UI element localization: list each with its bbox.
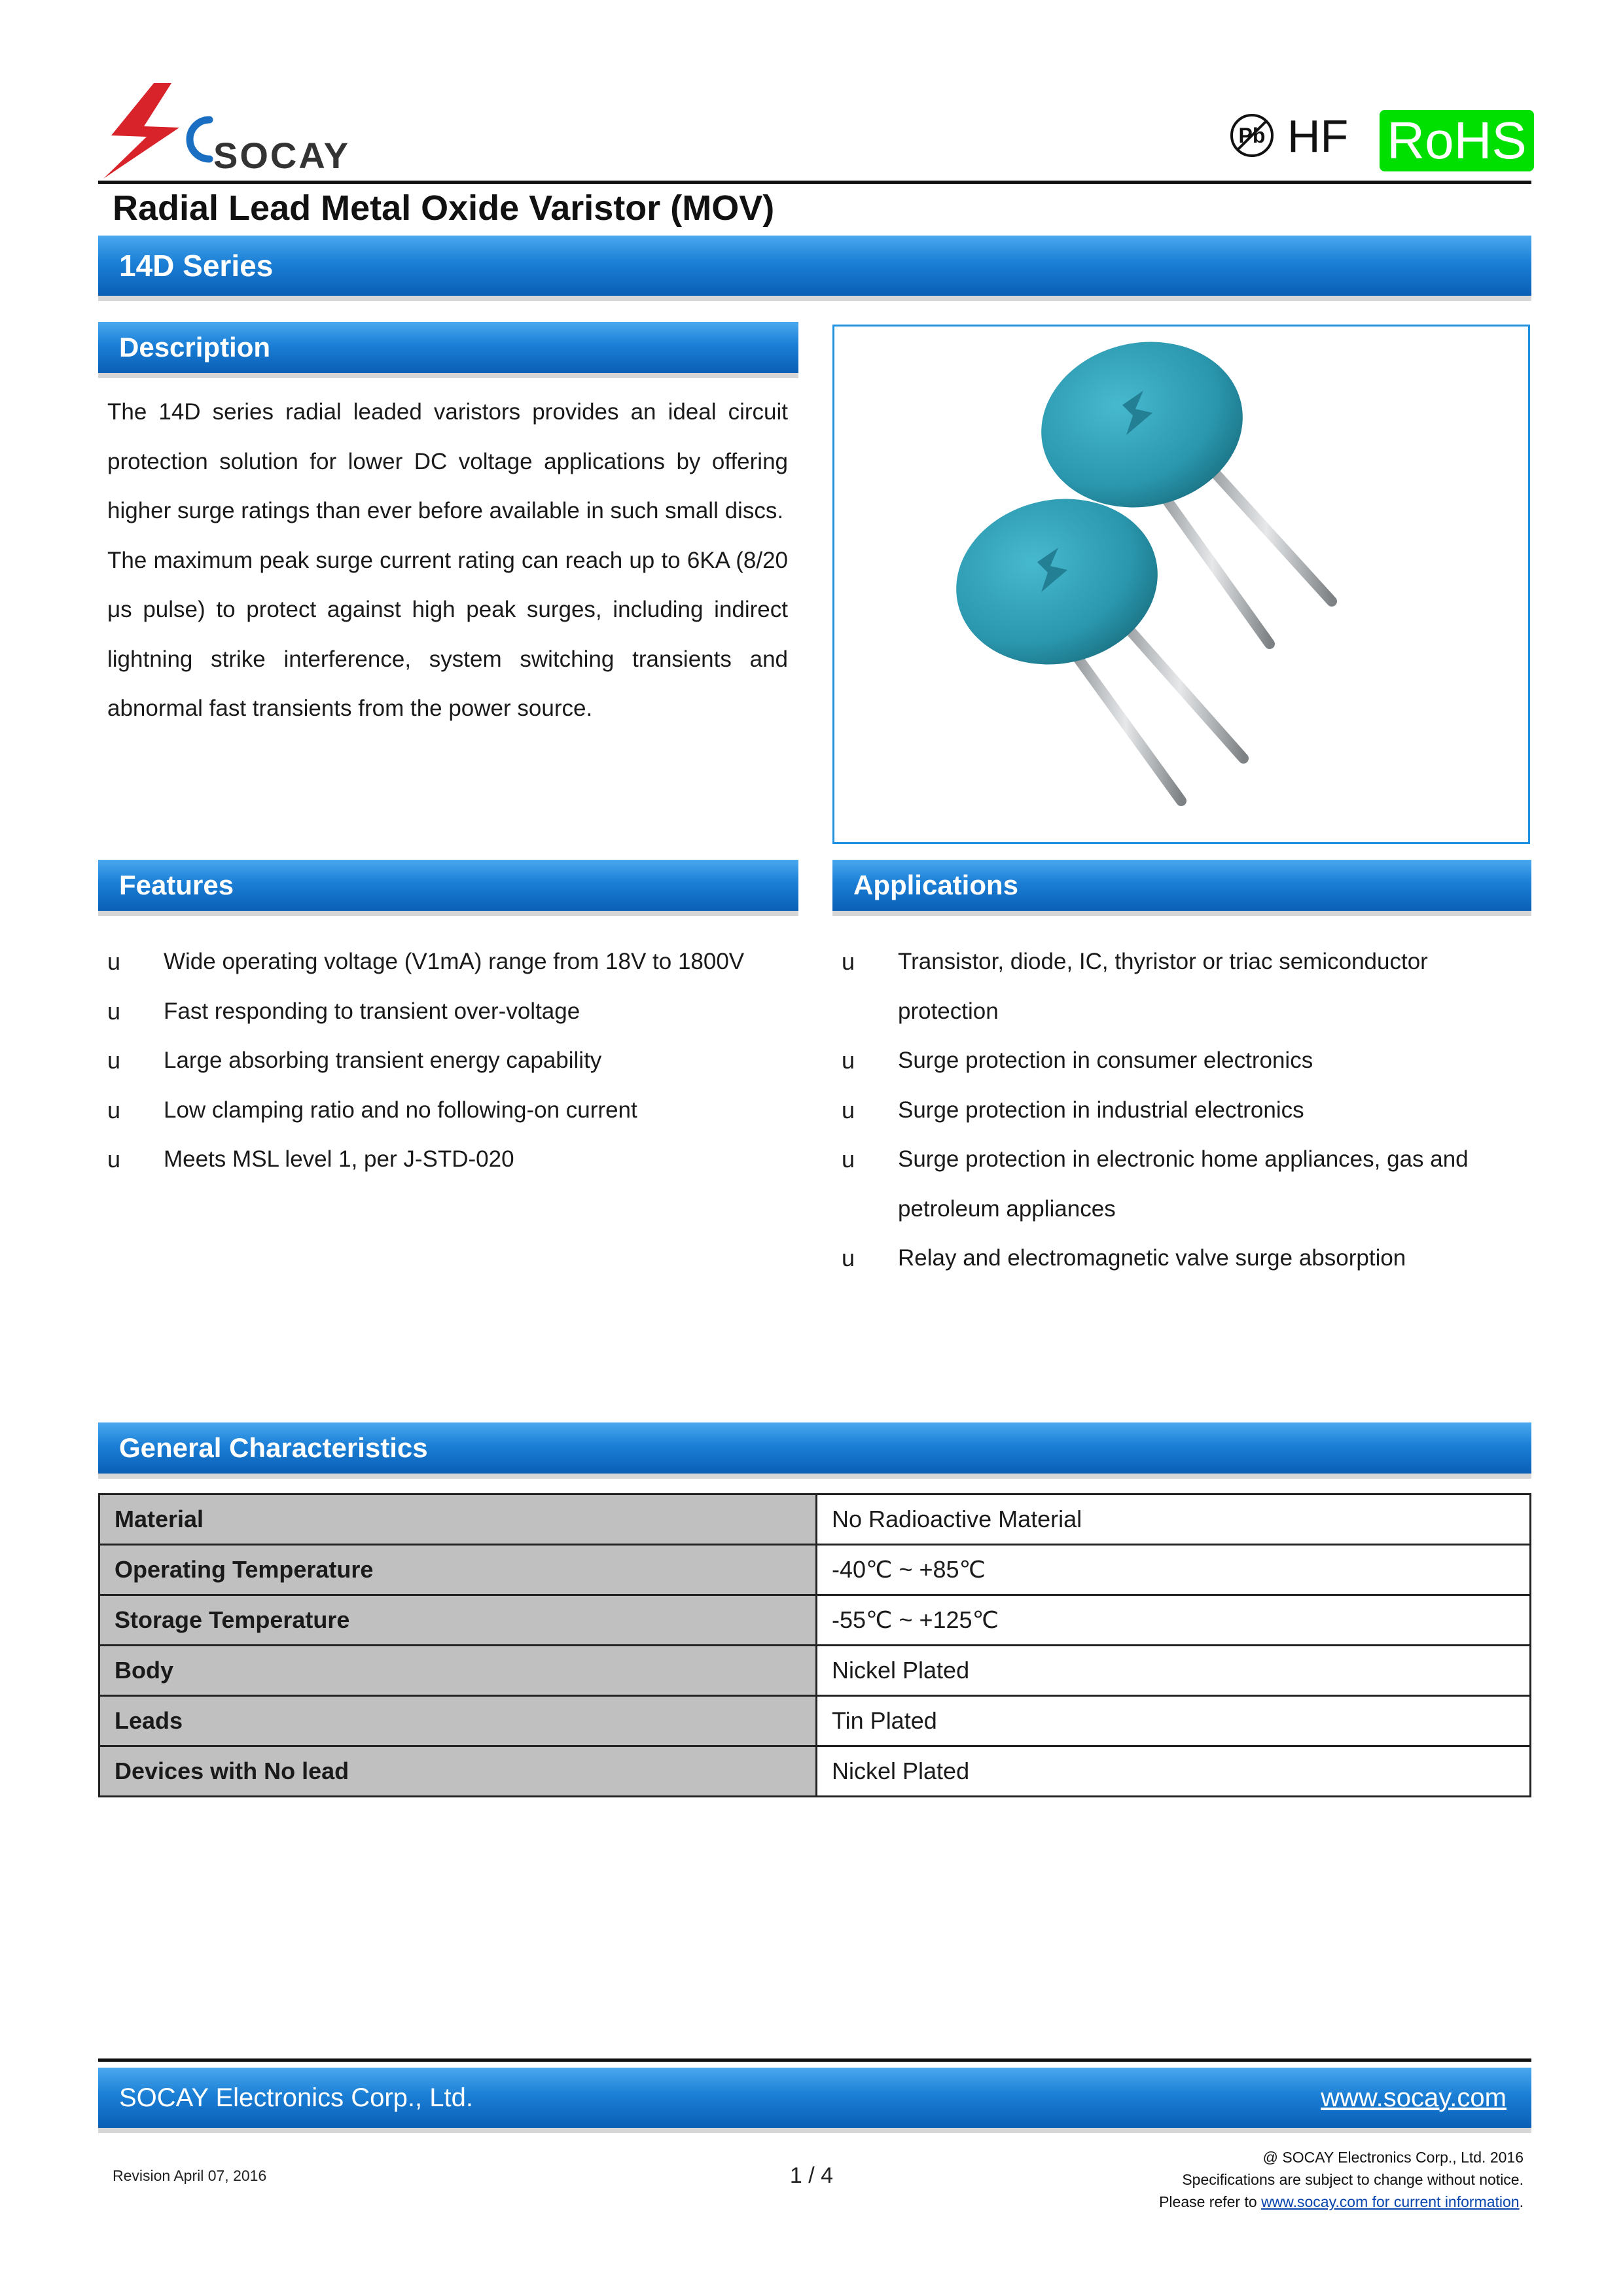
table-row [99, 1646, 1531, 1696]
table-row [99, 1494, 1531, 1545]
notice-text: Specifications are subject to change without notice. [1182, 2171, 1524, 2188]
applications-list [832, 937, 1526, 1283]
applications-heading-bar [832, 860, 1531, 911]
refer-prefix: Please refer to [1159, 2193, 1257, 2210]
footer-legal [1159, 2146, 1524, 2213]
description-paragraph: The 14D series radial leaded varistors provides an ideal circuit protection solution for lower DC voltage applications by offering higher surge ratings than ever before available in such small discs. [107, 399, 788, 523]
feature-text: Low clamping ratio and no following-on current [164, 1097, 637, 1123]
series-title: 14D Series [119, 249, 274, 283]
feature-text: Wide operating voltage (V1mA) range from 18V to 1800V [164, 949, 745, 974]
refer-line [1159, 2191, 1524, 2213]
feature-text: Meets MSL level 1, per J-STD-020 [164, 1146, 514, 1172]
header-rule [98, 181, 1531, 184]
application-text: Transistor, diode, IC, thyristor or triac semiconductor protection [898, 949, 1428, 1024]
varistor-disc-icon [834, 327, 1528, 842]
pb-free-icon [1229, 113, 1275, 158]
bullet-icon: u [107, 1047, 121, 1074]
application-text: Surge protection in industrial electronics [898, 1097, 1304, 1123]
table-value: -40℃ ~ +85℃ [817, 1545, 1531, 1595]
table-value: No Radioactive Material [817, 1494, 1531, 1545]
general-characteristics-table [98, 1493, 1531, 1797]
features-list [98, 937, 805, 1184]
product-image-frame [832, 325, 1530, 844]
list-item [832, 1233, 1526, 1283]
list-item [832, 1135, 1526, 1233]
list-item [832, 1036, 1526, 1086]
refer-link[interactable]: www.socay.com for current information [1261, 2193, 1520, 2210]
table-key: Body [99, 1646, 817, 1696]
hf-mark: HF [1287, 111, 1349, 162]
bullet-icon: u [842, 1096, 855, 1123]
table-row [99, 1746, 1531, 1797]
refer-suffix: . [1519, 2193, 1524, 2210]
list-item [98, 987, 805, 1036]
description-text [107, 387, 788, 733]
application-text: Surge protection in consumer electronics [898, 1048, 1313, 1073]
page-title: Radial Lead Metal Oxide Varistor (MOV) [113, 188, 775, 228]
list-item [832, 1086, 1526, 1135]
feature-text: Fast responding to transient over-voltage [164, 998, 580, 1024]
bullet-icon: u [842, 1245, 855, 1271]
applications-heading: Applications [853, 870, 1019, 900]
list-item [98, 1086, 805, 1135]
bullet-icon: u [842, 948, 855, 975]
bullet-icon: u [107, 948, 121, 975]
description-heading: Description [119, 332, 271, 362]
table-key: Devices with No lead [99, 1746, 817, 1797]
footer-rule [98, 2058, 1531, 2062]
page-number: 1 / 4 [789, 2163, 834, 2188]
footer-bar [98, 2068, 1531, 2128]
list-item [98, 1036, 805, 1086]
table-key: Operating Temperature [99, 1545, 817, 1595]
general-characteristics-heading: General Characteristics [119, 1432, 428, 1463]
list-item [98, 937, 805, 987]
series-title-bar [98, 236, 1531, 296]
copyright-text: @ SOCAY Electronics Corp., Ltd. 2016 [1262, 2149, 1524, 2166]
description-heading-bar [98, 322, 798, 373]
bullet-icon: u [107, 997, 121, 1025]
bullet-icon: u [842, 1047, 855, 1074]
bullet-icon: u [842, 1146, 855, 1173]
revision-date: Revision April 07, 2016 [113, 2167, 267, 2184]
bullet-icon: u [107, 1146, 121, 1173]
table-row [99, 1545, 1531, 1595]
pb-label: Pb [1238, 124, 1266, 147]
application-text: Surge protection in electronic home appliances, gas and petroleum appliances [898, 1146, 1469, 1222]
table-key: Leads [99, 1696, 817, 1746]
rohs-badge: RoHS [1380, 110, 1534, 171]
list-item [832, 937, 1526, 1036]
table-row [99, 1595, 1531, 1646]
features-heading-bar [98, 860, 798, 911]
footer-website-link[interactable]: www.socay.com [1321, 2083, 1507, 2112]
table-key: Storage Temperature [99, 1595, 817, 1646]
list-item [98, 1135, 805, 1184]
table-value: Nickel Plated [817, 1746, 1531, 1797]
table-value: Tin Plated [817, 1696, 1531, 1746]
feature-text: Large absorbing transient energy capability [164, 1048, 602, 1073]
general-characteristics-heading-bar [98, 1422, 1531, 1474]
description-paragraph: The maximum peak surge current rating can reach up to 6KA (8/20 μs pulse) to protect against high peak surges, including indirect lightning strike interference, system switching transients and abnormal fast transients from the power source. [107, 547, 788, 721]
table-value: -55℃ ~ +125℃ [817, 1595, 1531, 1646]
table-value: Nickel Plated [817, 1646, 1531, 1696]
application-text: Relay and electromagnetic valve surge absorption [898, 1245, 1406, 1271]
features-heading: Features [119, 870, 234, 900]
bullet-icon: u [107, 1096, 121, 1123]
brand-name: SOCAY [213, 135, 351, 176]
footer-company: SOCAY Electronics Corp., Ltd. [119, 2083, 473, 2112]
table-row [99, 1696, 1531, 1746]
table-key: Material [99, 1494, 817, 1545]
